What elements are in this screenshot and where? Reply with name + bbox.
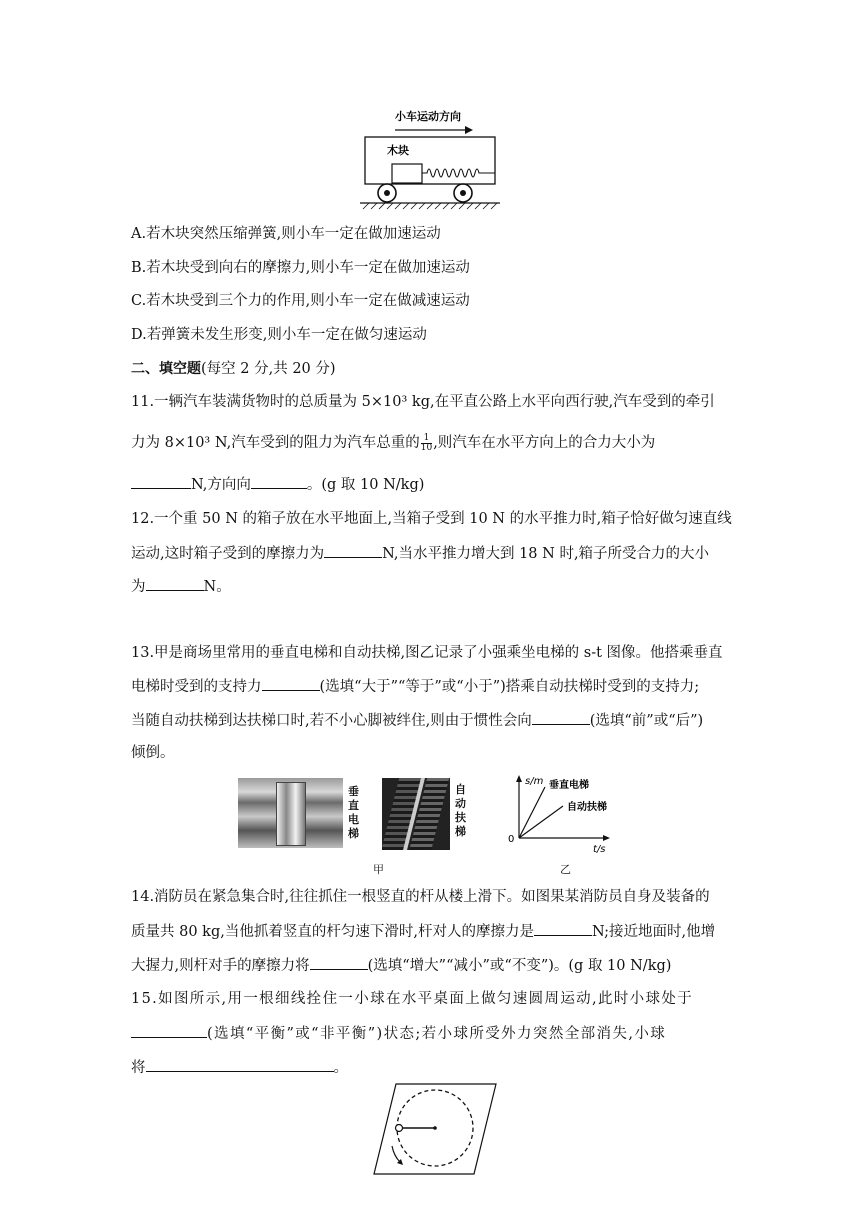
right-hub xyxy=(460,190,466,196)
q15-line1: 15.如图所示,用一根细线拴住一小球在水平桌面上做匀速圆周运动,此时小球处于 xyxy=(131,991,694,1007)
q14-blank-2[interactable] xyxy=(310,955,368,970)
q14-line2 xyxy=(131,921,715,942)
label-vertical-elevator: 垂直电梯 xyxy=(549,780,589,791)
q12-line3 xyxy=(131,576,231,597)
q11-line2 xyxy=(131,433,655,453)
q13-line3 xyxy=(131,710,703,731)
q15-text-d: 。 xyxy=(333,1060,348,1076)
q11-text-b: ,则汽车在水平方向上的合力大小为 xyxy=(433,435,656,451)
q14-line3 xyxy=(131,955,671,976)
q12-blank-1[interactable] xyxy=(324,543,382,558)
q11-text-d: 。(g 取 10 N/kg) xyxy=(306,477,425,493)
q11-blank-2[interactable] xyxy=(251,474,307,489)
block-label: 木块 xyxy=(387,144,409,157)
option-c: C.若木块受到三个力的作用,则小车一定在做减速运动 xyxy=(131,293,470,309)
line-vertical-elevator xyxy=(519,787,545,838)
q13-text-b: (选填“大于”“等于”或“小于”)搭乘自动扶梯时受到的支持力; xyxy=(319,679,700,695)
fraction-denominator: 10 xyxy=(420,442,433,453)
st-graph xyxy=(505,772,625,862)
q12-text-d: N。 xyxy=(203,579,231,595)
rotation-arrow xyxy=(392,1146,400,1162)
q12-text-c: 为 xyxy=(131,579,146,595)
center-point xyxy=(433,1126,437,1130)
q14-text-a: 质量共 80 kg,当他抓着竖直的杆匀速下滑时,杆对人的摩擦力是 xyxy=(131,924,534,940)
q14-blank-1[interactable] xyxy=(534,921,592,936)
vertical-elevator-label: 垂直电梯 xyxy=(348,785,359,840)
q13-line4: 倾倒。 xyxy=(131,745,175,761)
caption-yi: 乙 xyxy=(560,863,571,876)
graph-origin: 0 xyxy=(508,834,515,845)
escalator-photo xyxy=(382,778,450,850)
ball xyxy=(396,1125,403,1132)
vertical-elevator-photo xyxy=(238,778,343,848)
spring xyxy=(422,169,495,177)
q11-blank-1[interactable] xyxy=(131,474,191,489)
q15-blank-1[interactable] xyxy=(131,1023,207,1038)
q15-blank-2[interactable] xyxy=(146,1057,334,1072)
option-b: B.若木块受到向右的摩擦力,则小车一定在做加速运动 xyxy=(131,260,470,276)
x-arrowhead xyxy=(603,835,610,841)
q11-text-c: N,方向向 xyxy=(191,477,251,493)
y-arrowhead xyxy=(516,775,522,782)
q13-text-d: (选填“前”或“后”) xyxy=(589,713,704,729)
cart-figure xyxy=(355,100,515,215)
section-note: (每空 2 分,共 20 分) xyxy=(201,361,336,377)
q15-line3 xyxy=(131,1057,348,1078)
q12-blank-2[interactable] xyxy=(146,576,204,591)
section-title: 二、填空题 xyxy=(131,361,201,377)
q12-line2 xyxy=(131,543,709,564)
fraction-one-tenth xyxy=(421,434,432,453)
q13-text-c: 当随自动扶梯到达扶梯口时,若不小心脚被绊住,则由于惯性会向 xyxy=(131,713,532,729)
section-heading xyxy=(131,359,336,379)
q11-text-a: 力为 8×10³ N,汽车受到的阻力为汽车总重的 xyxy=(131,435,420,451)
q11-line3 xyxy=(131,474,424,495)
q14-line1: 14.消防员在紧急集合时,往往抓住一根竖直的杆从楼上滑下。如图果某消防员自身及装备的 xyxy=(131,889,710,905)
q12-line1: 12.一个重 50 N 的箱子放在水平地面上,当箱子受到 10 N 的水平推力时,箱子恰好做匀速直线 xyxy=(131,511,732,527)
elevator-shaft xyxy=(276,782,306,846)
ground-hatch xyxy=(363,203,497,209)
caption-jia: 甲 xyxy=(373,863,384,876)
q13-blank-1[interactable] xyxy=(262,676,320,691)
q15-text-b: (选填“平衡”或“非平衡”)状态;若小球所受外力突然全部消失,小球 xyxy=(207,1026,667,1042)
escalator-label: 自动扶梯 xyxy=(455,783,466,838)
q12-text-a: 运动,这时箱子受到的摩擦力为 xyxy=(131,546,325,562)
graph-y-label: s/m xyxy=(525,776,544,787)
cart-direction-label: 小车运动方向 xyxy=(395,110,461,123)
wood-block xyxy=(392,164,422,183)
q15-line2 xyxy=(131,1023,666,1044)
q12-text-b: N,当水平推力增大到 18 N 时,箱子所受合力的大小 xyxy=(382,546,710,562)
fraction-numerator: 1 xyxy=(421,434,432,444)
arrowhead xyxy=(465,126,473,134)
q15-text-c: 将 xyxy=(131,1060,146,1076)
left-hub xyxy=(384,190,390,196)
graph-x-label: t/s xyxy=(593,844,606,855)
q14-text-d: (选填“增大”“减小”或“不变”)。(g 取 10 N/kg) xyxy=(367,958,672,974)
cart-body xyxy=(365,137,495,184)
option-a: A.若木块突然压缩弹簧,则小车一定在做加速运动 xyxy=(131,226,441,242)
q13-text-a: 电梯时受到的支持力 xyxy=(131,679,262,695)
q14-text-c: 大握力,则杆对手的摩擦力将 xyxy=(131,958,310,974)
q11-line1: 11.一辆汽车装满货物时的总质量为 5×10³ kg,在平直公路上水平向西行驶,汽车受到的牵引 xyxy=(131,394,715,410)
q13-line1: 13.甲是商场里常用的垂直电梯和自动扶梯,图乙记录了小强乘坐电梯的 s-t 图像。他搭乘垂直 xyxy=(131,645,723,661)
option-d: D.若弹簧未发生形变,则小车一定在做匀速运动 xyxy=(131,327,427,343)
line-escalator xyxy=(519,806,563,838)
label-escalator: 自动扶梯 xyxy=(567,802,607,813)
q13-line2 xyxy=(131,676,699,697)
q14-text-b: N;接近地面时,他增 xyxy=(591,924,716,940)
circular-motion-figure xyxy=(370,1082,500,1178)
q13-blank-2[interactable] xyxy=(532,710,590,725)
